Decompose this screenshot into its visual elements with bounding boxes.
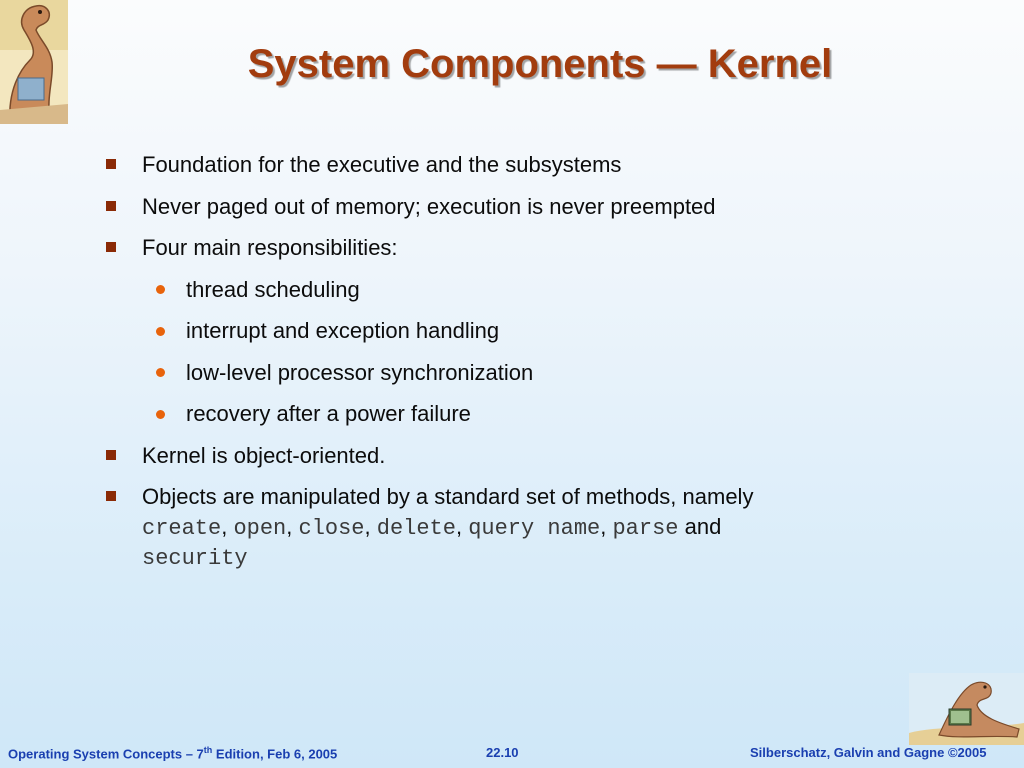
method-name: query name — [468, 516, 601, 541]
dinosaur-bottom-image — [909, 673, 1024, 745]
square-bullet-icon — [106, 242, 116, 252]
bullet-item: Foundation for the executive and the subsystems — [142, 152, 622, 177]
methods-line-2 — [142, 544, 248, 572]
method-name: open — [233, 516, 287, 541]
bullet-item: Kernel is object-oriented. — [142, 443, 386, 468]
method-separator: , — [600, 514, 613, 539]
method-name: create — [142, 516, 222, 541]
method-name: close — [298, 516, 365, 541]
slide-title: System Components — Kernel — [247, 42, 833, 86]
footer-edition-date: Edition, Feb 6, 2005 — [212, 746, 338, 762]
round-bullet-icon — [156, 368, 165, 377]
square-bullet-icon — [106, 159, 116, 169]
method-separator: , — [286, 514, 299, 539]
square-bullet-icon — [106, 491, 116, 501]
square-bullet-icon — [106, 201, 116, 211]
square-bullet-icon — [106, 450, 116, 460]
bullet-item: Never paged out of memory; execution is never preempted — [142, 194, 716, 219]
round-bullet-icon — [156, 410, 165, 419]
method-separator: , — [221, 514, 234, 539]
dinosaur-top-image — [0, 0, 68, 124]
round-bullet-icon — [156, 285, 165, 294]
sub-bullet-item: thread scheduling — [186, 277, 360, 302]
bullet-item: Objects are manipulated by a standard set of methods, namely — [142, 484, 754, 509]
page-number: 22.10 — [486, 745, 519, 760]
conjunction-text: and — [684, 514, 722, 539]
method-separator: , — [455, 514, 469, 539]
footer-course-info — [8, 745, 337, 761]
method-separator: , — [364, 514, 377, 539]
bullet-item: Four main responsibilities: — [142, 235, 398, 260]
methods-line — [142, 514, 721, 542]
footer-course-title: Operating System Concepts – 7 — [8, 746, 204, 762]
round-bullet-icon — [156, 327, 165, 336]
method-name: parse — [612, 516, 679, 541]
sub-bullet-item: interrupt and exception handling — [186, 318, 500, 343]
footer-superscript: th — [203, 745, 213, 755]
sub-bullet-item: recovery after a power failure — [186, 401, 471, 426]
method-name: delete — [376, 516, 456, 541]
footer-authors: Silberschatz, Galvin and Gagne ©2005 — [750, 745, 987, 760]
sub-bullet-item: low-level processor synchronization — [186, 360, 534, 385]
method-name: security — [142, 546, 248, 571]
